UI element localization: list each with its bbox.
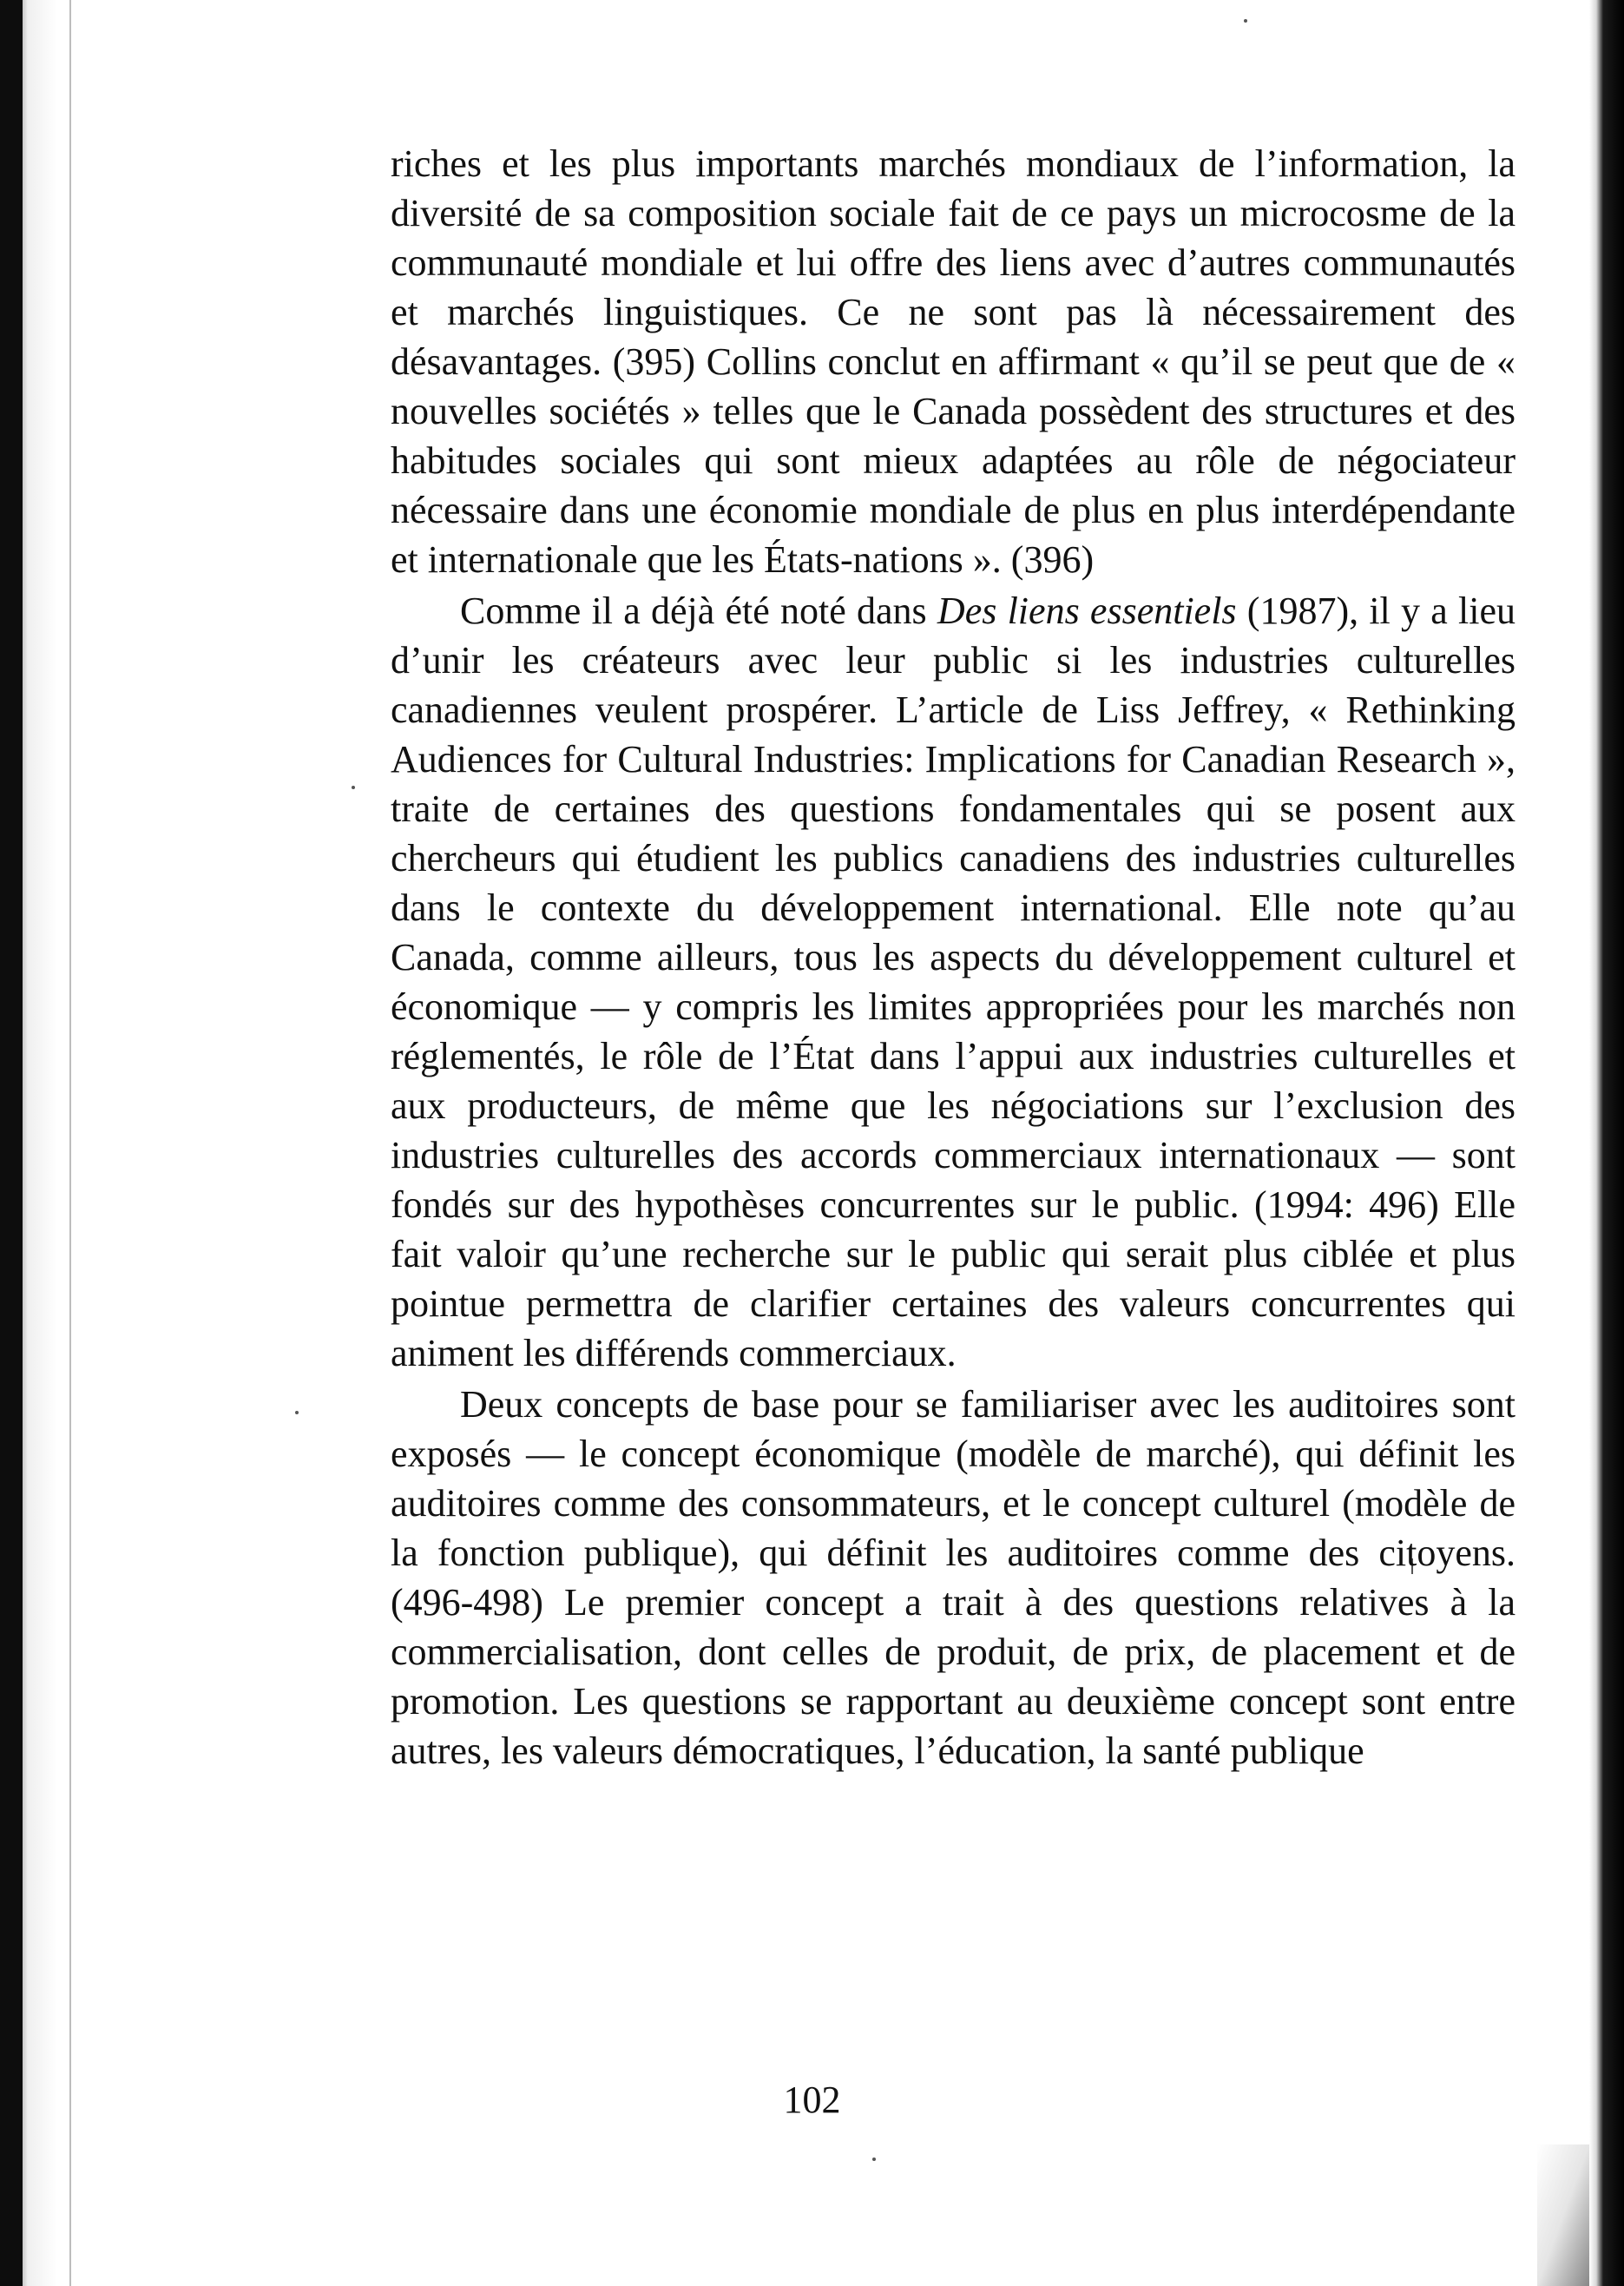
scan-left-fold-line [69,0,71,2286]
scan-left-shadow [23,0,68,2286]
paragraph-2-text-end: (1987), il y a lieu d’unir les créateurs avec leur public si les industries culturelles canadiennes veulent prospérer. L’article de Liss Jeffrey, « Rethinking Audiences for Cultural Industries: Implications for Canadian Research », traite de certaines des questions fondamentales qui se posent aux chercheurs qui étudient les publics canadiens des industries culturelles dans le contexte du développement international. Elle note qu’au Canada, comme ailleurs, tous les aspects du développement culturel et économique — y compris les limites appropriées pour les marchés non réglementés, le rôle de l’État dans l’appui aux industries culturelles et aux producteurs, de même que les négociations sur l’exclusion des industries culturelles des accords commerciaux internationaux — sont fondés sur des hypothèses concurrentes sur le public. (1994: 496) Elle fait valoir qu’une recherche sur le public qui serait plus ciblée et plus pointue permettra de clarifier certaines des valeurs concurrentes qui animent les différends commerciaux. [391,590,1516,1374]
paragraph-2-italic-title: Des liens essentiels [937,590,1237,632]
paragraph-3: Deux concepts de base pour se familiariser avec les auditoires sont exposés — le concept économique (modèle de marché), qui définit les auditoires comme des consommateurs, et le concept culturel (modèle de la fonction publique), qui définit les auditoires comme des citoyens. (496-498) Le premier concept a trait à des questions relatives à la commercialisation, dont celles de produit, de prix, de placement et de promotion. Les questions se rapportant au deuxième concept sont entre autres, les valeurs démocratiques, l’éducation, la santé publique [391,1383,1516,1772]
scan-left-dark-edge [0,0,23,2286]
scan-speck [872,2158,876,2161]
paragraph-1: riches et les plus importants marchés mondiaux de l’information, la diversité de sa composition sociale fait de ce pays un microcosme de la communauté mondiale et lui offre des liens avec d’autres communautés et marchés linguistiques. Ce ne sont pas là nécessairement des désavantages. (395) Collins conclut en affirmant « qu’il se peut que de « nouvelles sociétés » telles que le Canada possèdent des structures et des habitudes sociales qui sont mieux adaptées au rôle de négociateur nécessaire dans une économie mondiale de plus en plus interdépendante et internationale que les États-nations ». (396) [391,142,1516,581]
page-body [391,139,1516,1775]
paragraph-2 [391,586,1516,1378]
scan-speck [1244,19,1247,23]
scan-page-curl [1537,2144,1589,2286]
paragraph-2-text-start: Comme il a déjà été noté dans [460,590,937,632]
page-number: 102 [783,2078,841,2121]
scan-speck [295,1411,299,1414]
scan-right-dark-edge [1589,0,1624,2286]
scan-speck [352,786,355,789]
